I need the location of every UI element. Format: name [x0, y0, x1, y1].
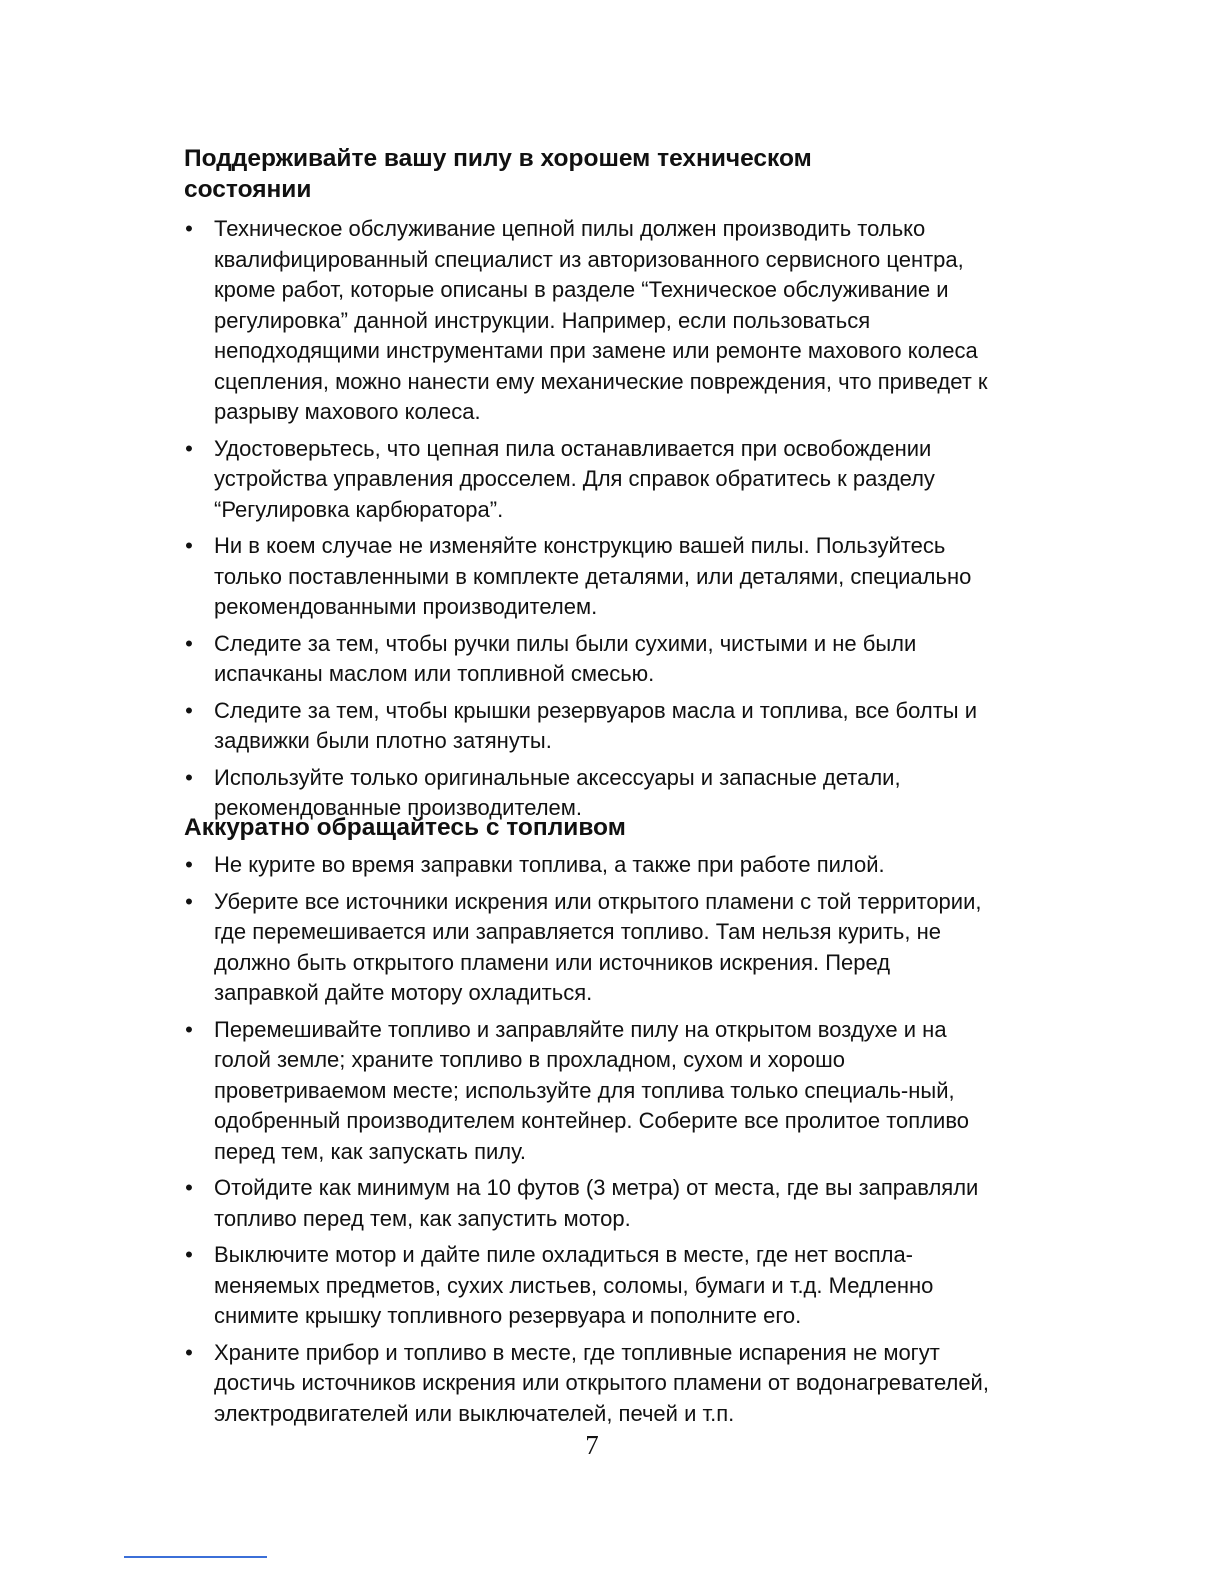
list-item-text: Не курите во время заправки топлива, а также при работе пилой. [214, 852, 885, 877]
bullet-icon: • [185, 1016, 193, 1042]
list-item-text: Техническое обслуживание цепной пилы должен производить только квалифицированный специалист из авторизованного сервисного центра, кроме работ, которые описаны в разделе “Техническое обслуживание и регулировка” данной инструкции. Например, если пользоваться неподходящими инструментами при замене или ремонте махового колеса сцепления, можно нанести ему механические повреждения, что приведет к разрыву махового колеса. [214, 216, 988, 424]
list-item-text: Ни в коем случае не изменяйте конструкцию вашей пилы. Пользуйтесь только поставленными в комплекте деталями, или деталями, специально рекомендованными производителем. [214, 533, 972, 619]
list-item [180, 1015, 1000, 1168]
list-item [180, 1240, 1000, 1332]
bullet-icon: • [185, 697, 193, 723]
maintenance-list [180, 214, 1000, 830]
list-item-text: Храните прибор и топливо в месте, где топливные испарения не могут достичь источников искрения или открытого пламени от водонагревателей, электродвигателей или выключателей, печей и т.п. [214, 1339, 989, 1426]
bullet-icon: • [185, 216, 193, 241]
list-item [180, 629, 1000, 690]
list-item [180, 850, 1000, 881]
bullet-icon: • [185, 1175, 193, 1200]
bullet-icon: • [185, 888, 193, 914]
bullet-icon: • [185, 764, 193, 790]
list-item [180, 531, 1000, 623]
list-item-text: Отойдите как минимум на 10 футов (3 метра) от места, где вы заправляли топливо перед тем, как запустить мотор. [214, 1175, 979, 1231]
bullet-icon: • [185, 852, 193, 877]
list-item [180, 1173, 1000, 1234]
bullet-icon: • [185, 533, 193, 558]
page-number: 7 [585, 1430, 599, 1460]
list-item [180, 887, 1000, 1009]
bullet-icon: • [185, 630, 193, 656]
list-item-text: Выключите мотор и дайте пиле охладиться в месте, где нет воспла-меняемых предметов, сухих листьев, соломы, бумаги и т.д. Медленно снимите крышку топливного резервуара и пополните его. [214, 1242, 934, 1328]
list-item [180, 434, 1000, 526]
list-item-text: Удостоверьтесь, что цепная пила останавливается при освобождении устройства управления дросселем. Для справок обратитесь к разделу “Регулировка карбюратора”. [214, 435, 935, 522]
list-item [180, 214, 1000, 428]
section-heading-maintenance: Поддерживайте вашу пилу в хорошем техническом состоянии [184, 145, 812, 203]
list-item-text: Следите за тем, чтобы ручки пилы были сухими, чистыми и не были испачканы маслом или топливной смесью. [214, 630, 917, 686]
section-heading-fuel: Аккуратно обращайтесь с топливом [184, 814, 626, 841]
bullet-icon: • [185, 435, 193, 461]
bullet-icon: • [185, 1339, 193, 1365]
list-item-text: Следите за тем, чтобы крышки резервуаров масла и топлива, все болты и задвижки были плотно затянуты. [214, 697, 978, 753]
bullet-icon: • [185, 1242, 193, 1267]
list-item [180, 1338, 1000, 1430]
list-item [180, 696, 1000, 757]
list-item-text: Перемешивайте топливо и заправляйте пилу на открытом воздухе и на голой земле; храните топливо в прохладном, сухом и хорошо проветриваемом месте; используйте для топлива только специаль-ный, одобренный производителем контейнер. Соберите все пролитое топливо перед тем, как запускать пилу. [214, 1016, 970, 1164]
footer-divider [124, 1556, 267, 1558]
list-item-text: Уберите все источники искрения или открытого пламени с той территории, где перемешивается или заправляется топливо. Там нельзя курить, не должно быть открытого пламени или источников искрения. Перед заправкой дайте мотору охладиться. [214, 888, 982, 1005]
fuel-list [180, 850, 1000, 1435]
list-item-text: Используйте только оригинальные аксессуары и запасные детали, рекомендованные производителем. [214, 764, 901, 820]
